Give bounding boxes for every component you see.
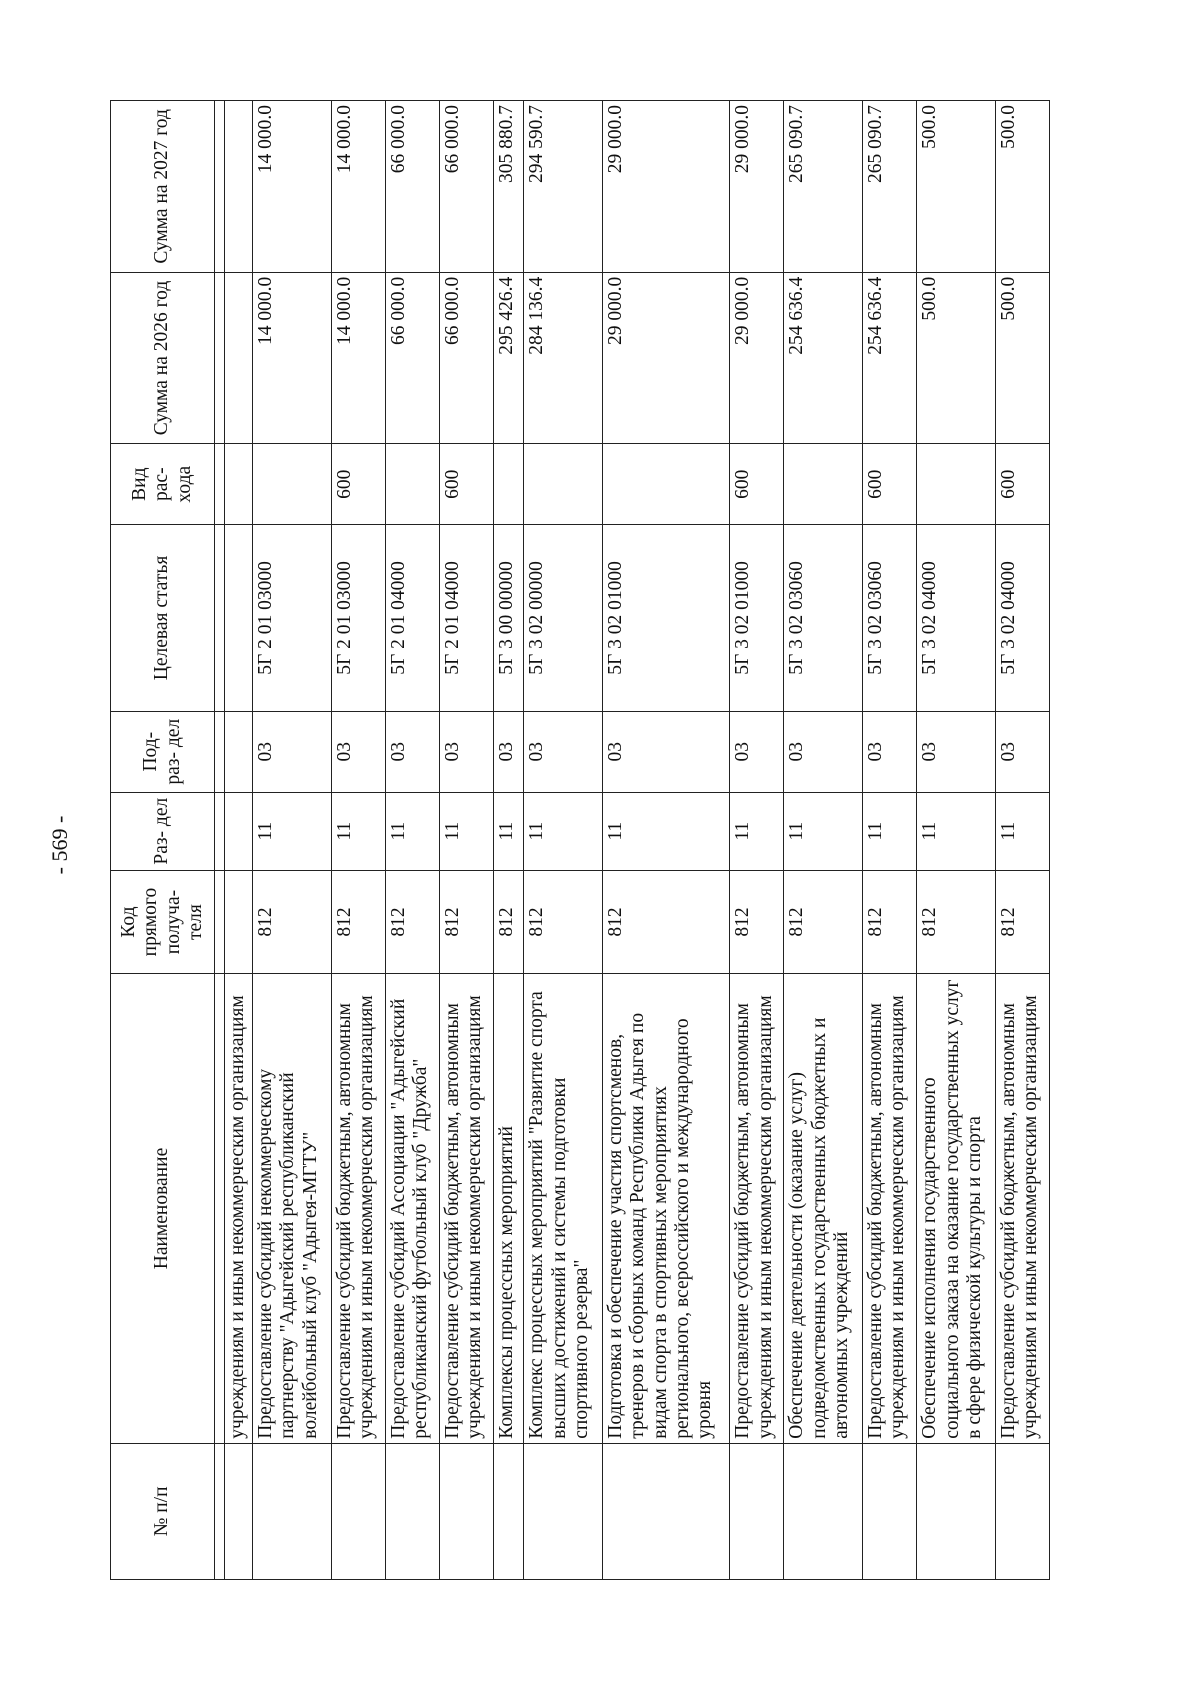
- cell-num: [385, 1443, 439, 1579]
- cell-sum-2027: 14 000.0: [253, 101, 332, 273]
- cell-subsection: 03: [995, 711, 1049, 792]
- cell-expense-type: [917, 444, 996, 525]
- cell-sum-2027: [225, 101, 253, 273]
- cell-sum-2026: [225, 272, 253, 444]
- cell-section: 11: [524, 792, 603, 870]
- cell-sum-2026: 29 000.0: [730, 272, 784, 444]
- cell-target-article: [225, 525, 253, 712]
- cell-section: 11: [602, 792, 729, 870]
- cell-expense-type: 600: [440, 444, 494, 525]
- cell-name: Обеспечение деятельности (оказание услуг) подведомственных государственных бюджетных и автономных учреждений: [784, 974, 863, 1443]
- cell-sum-2027: 294 590.7: [524, 101, 603, 273]
- cell-target-article: 5Г 3 00 00000: [494, 525, 524, 712]
- cell-recipient-code: 812: [784, 870, 863, 973]
- cell-sum-2027: 500.0: [917, 101, 996, 273]
- cell-sum-2026: 29 000.0: [602, 272, 729, 444]
- cell-sum-2027: 66 000.0: [440, 101, 494, 273]
- header-num: № п/п: [111, 1443, 215, 1579]
- cell-target-article: 5Г 3 02 03060: [862, 525, 916, 712]
- cell-subsection: 03: [602, 711, 729, 792]
- table-row: [995, 101, 1049, 1580]
- table-row: [225, 101, 253, 1580]
- cell-sum-2026: 500.0: [917, 272, 996, 444]
- cell-subsection: 03: [385, 711, 439, 792]
- cell-expense-type: [225, 444, 253, 525]
- cell-expense-type: [602, 444, 729, 525]
- cell-subsection: 03: [917, 711, 996, 792]
- cell-name: Предоставление субсидий бюджетным, автономным учреждениям и иным некоммерческим организациям: [862, 974, 916, 1443]
- cell-num: [995, 1443, 1049, 1579]
- cell-target-article: 5Г 2 01 04000: [385, 525, 439, 712]
- header-subsection: Под- раз- дел: [111, 711, 215, 792]
- cell-section: 11: [440, 792, 494, 870]
- cell-expense-type: 600: [730, 444, 784, 525]
- budget-table-rotated: [110, 100, 1050, 1580]
- cell-recipient-code: 812: [440, 870, 494, 973]
- cell-section: [225, 792, 253, 870]
- cell-recipient-code: 812: [331, 870, 385, 973]
- cell-target-article: 5Г 3 02 04000: [995, 525, 1049, 712]
- cell-expense-type: 600: [862, 444, 916, 525]
- cell-section: 11: [494, 792, 524, 870]
- header-target-article: Целевая статья: [111, 525, 215, 712]
- cell-sum-2027: 265 090.7: [784, 101, 863, 273]
- cell-section: 11: [253, 792, 332, 870]
- cell-num: [225, 1443, 253, 1579]
- cell-num: [331, 1443, 385, 1579]
- cell-section: 11: [331, 792, 385, 870]
- cell-target-article: 5Г 3 02 03060: [784, 525, 863, 712]
- cell-section: 11: [784, 792, 863, 870]
- cell-num: [730, 1443, 784, 1579]
- cell-expense-type: [784, 444, 863, 525]
- header-section: Раз- дел: [111, 792, 215, 870]
- header-expense-type: Вид рас- хода: [111, 444, 215, 525]
- cell-sum-2026: 14 000.0: [331, 272, 385, 444]
- cell-name: Комплекс процессных мероприятий "Развитие спорта высших достижений и системы подготовки спортивного резерва": [524, 974, 603, 1443]
- table-row: [602, 101, 729, 1580]
- cell-sum-2027: 14 000.0: [331, 101, 385, 273]
- cell-sum-2026: 254 636.4: [784, 272, 863, 444]
- cell-sum-2026: 295 426.4: [494, 272, 524, 444]
- cell-num: [602, 1443, 729, 1579]
- cell-target-article: 5Г 3 02 00000: [524, 525, 603, 712]
- cell-target-article: 5Г 3 02 04000: [917, 525, 996, 712]
- cell-name: Предоставление субсидий некоммерческому партнерству "Адыгейский республиканский волейбольный клуб "Адыгея-МГТУ": [253, 974, 332, 1443]
- cell-section: 11: [995, 792, 1049, 870]
- cell-num: [784, 1443, 863, 1579]
- cell-expense-type: [524, 444, 603, 525]
- cell-num: [862, 1443, 916, 1579]
- cell-subsection: 03: [730, 711, 784, 792]
- cell-sum-2026: 66 000.0: [440, 272, 494, 444]
- cell-sum-2026: 66 000.0: [385, 272, 439, 444]
- cell-section: 11: [917, 792, 996, 870]
- cell-recipient-code: 812: [524, 870, 603, 973]
- table-row: [494, 101, 524, 1580]
- cell-subsection: [225, 711, 253, 792]
- cell-subsection: 03: [253, 711, 332, 792]
- cell-recipient-code: 812: [730, 870, 784, 973]
- cell-num: [494, 1443, 524, 1579]
- cell-sum-2026: 500.0: [995, 272, 1049, 444]
- table-row: [253, 101, 332, 1580]
- cell-target-article: 5Г 2 01 04000: [440, 525, 494, 712]
- table-spacer-row: [215, 101, 225, 1580]
- cell-recipient-code: 812: [995, 870, 1049, 973]
- cell-name: Комплексы процессных мероприятий: [494, 974, 524, 1443]
- cell-num: [440, 1443, 494, 1579]
- table-header-row: [111, 101, 215, 1580]
- cell-subsection: 03: [494, 711, 524, 792]
- cell-section: 11: [385, 792, 439, 870]
- cell-num: [917, 1443, 996, 1579]
- table-row: [862, 101, 916, 1580]
- cell-sum-2027: 66 000.0: [385, 101, 439, 273]
- table-row: [524, 101, 603, 1580]
- cell-section: 11: [730, 792, 784, 870]
- cell-name: Предоставление субсидий бюджетным, автономным учреждениям и иным некоммерческим организациям: [995, 974, 1049, 1443]
- table-row: [784, 101, 863, 1580]
- cell-name: учреждениям и иным некоммерческим организациям: [225, 974, 253, 1443]
- cell-target-article: 5Г 3 02 01000: [730, 525, 784, 712]
- cell-recipient-code: 812: [494, 870, 524, 973]
- cell-expense-type: [253, 444, 332, 525]
- cell-subsection: 03: [331, 711, 385, 792]
- cell-sum-2027: 29 000.0: [602, 101, 729, 273]
- cell-sum-2026: 284 136.4: [524, 272, 603, 444]
- table-row: [440, 101, 494, 1580]
- table-row: [730, 101, 784, 1580]
- cell-name: Предоставление субсидий бюджетным, автономным учреждениям и иным некоммерческим организациям: [730, 974, 784, 1443]
- cell-expense-type: [385, 444, 439, 525]
- cell-recipient-code: 812: [917, 870, 996, 973]
- header-sum-2026: Сумма на 2026 год: [111, 272, 215, 444]
- cell-section: 11: [862, 792, 916, 870]
- cell-recipient-code: 812: [602, 870, 729, 973]
- cell-recipient-code: 812: [253, 870, 332, 973]
- cell-name: Предоставление субсидий бюджетным, автономным учреждениям и иным некоммерческим организациям: [331, 974, 385, 1443]
- table-row: [385, 101, 439, 1580]
- cell-recipient-code: 812: [862, 870, 916, 973]
- cell-name: Обеспечение исполнения государственного социального заказа на оказание государственных услуг в сфере физической культуры и спорта: [917, 974, 996, 1443]
- cell-target-article: 5Г 2 01 03000: [331, 525, 385, 712]
- cell-sum-2026: 254 636.4: [862, 272, 916, 444]
- cell-name: Предоставление субсидий Ассоциации "Адыгейский республиканский футбольный клуб "Дружба": [385, 974, 439, 1443]
- table-row: [331, 101, 385, 1580]
- cell-sum-2026: 14 000.0: [253, 272, 332, 444]
- header-name: Наименование: [111, 974, 215, 1443]
- cell-recipient-code: 812: [385, 870, 439, 973]
- cell-sum-2027: 29 000.0: [730, 101, 784, 273]
- table-row: [917, 101, 996, 1580]
- cell-target-article: 5Г 3 02 01000: [602, 525, 729, 712]
- header-recipient-code: Код прямого получа- теля: [111, 870, 215, 973]
- cell-subsection: 03: [784, 711, 863, 792]
- cell-expense-type: 600: [995, 444, 1049, 525]
- header-sum-2027: Сумма на 2027 год: [111, 101, 215, 273]
- budget-table: [110, 100, 1050, 1580]
- cell-subsection: 03: [524, 711, 603, 792]
- cell-num: [253, 1443, 332, 1579]
- cell-expense-type: [494, 444, 524, 525]
- cell-sum-2027: 305 880.7: [494, 101, 524, 273]
- cell-recipient-code: [225, 870, 253, 973]
- cell-expense-type: 600: [331, 444, 385, 525]
- cell-name: Предоставление субсидий бюджетным, автономным учреждениям и иным некоммерческим организациям: [440, 974, 494, 1443]
- cell-subsection: 03: [862, 711, 916, 792]
- cell-target-article: 5Г 2 01 03000: [253, 525, 332, 712]
- cell-subsection: 03: [440, 711, 494, 792]
- page-number: - 569 -: [47, 815, 72, 875]
- cell-num: [524, 1443, 603, 1579]
- cell-sum-2027: 500.0: [995, 101, 1049, 273]
- cell-name: Подготовка и обеспечение участия спортсменов, тренеров и сборных команд Республики Адыгея по видам спорта в спортивных мероприятиях регионального, всероссийского и международного уровня: [602, 974, 729, 1443]
- cell-sum-2027: 265 090.7: [862, 101, 916, 273]
